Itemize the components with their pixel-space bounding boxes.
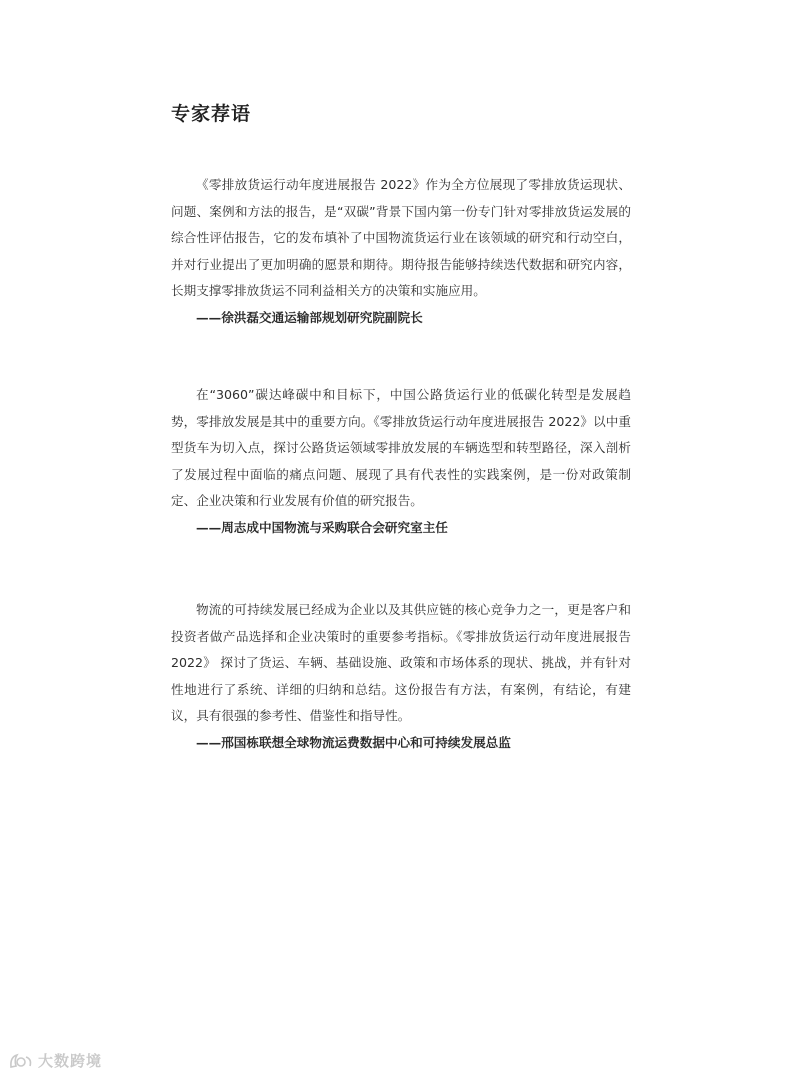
page-title: 专家荐语: [171, 103, 252, 125]
quote-author: ——徐洪磊: [196, 309, 259, 325]
quote-block-3: [171, 597, 631, 757]
watermark-logo-icon: [8, 1051, 34, 1071]
quote-attribution: [171, 515, 631, 542]
watermark-text: 大数跨境: [38, 1052, 103, 1070]
quote-block-1: [171, 172, 631, 332]
quote-author-role: 中国物流与采购联合会研究室主任: [258, 519, 448, 535]
quote-text: 物流的可持续发展已经成为企业以及其供应链的核心竞争力之一，更是客户和投资者做产品选择和企业决策时的重要参考指标。《零排放货运行动年度进展报告 2022》 探讨了货运、车辆、基础设施、政策和市场体系的现状、挑战，并有针对性地进行了系统、详细的归纳和总结。这份报告有方法，有案例，有结论，有建议，具有很强的参考性、借鉴性和指导性。: [171, 602, 631, 724]
quote-block-2: [171, 382, 631, 542]
quote-attribution: [171, 730, 631, 757]
quote-author-role: 联想全球物流运费数据中心和可持续发展总监: [258, 734, 511, 750]
quote-text: 在“3060”碳达峰碳中和目标下，中国公路货运行业的低碳化转型是发展趋势，零排放发展是其中的重要方向。《零排放货运行动年度进展报告 2022》以中重型货车为切入点，探讨公路货运领域零排放发展的车辆选型和转型路径，深入剖析了发展过程中面临的痛点问题、展现了具有代表性的实践案例，是一份对政策制定、企业决策和行业发展有价值的研究报告。: [171, 387, 631, 509]
quote-text: 《零排放货运行动年度进展报告 2022》作为全方位展现了零排放货运现状、问题、案例和方法的报告，是“双碳”背景下国内第一份专门针对零排放货运发展的综合性评估报告，它的发布填补了中国物流货运行业在该领域的研究和行动空白，并对行业提出了更加明确的愿景和期待。期待报告能够持续迭代数据和研究内容，长期支撑零排放货运不同利益相关方的决策和实施应用。: [171, 177, 631, 299]
quote-attribution: [171, 305, 631, 332]
quote-author: ——邢国栋: [196, 734, 259, 750]
quote-author-role: 交通运输部规划研究院副院长: [258, 309, 423, 325]
quote-author: ——周志成: [196, 519, 259, 535]
watermark: [8, 1050, 102, 1071]
